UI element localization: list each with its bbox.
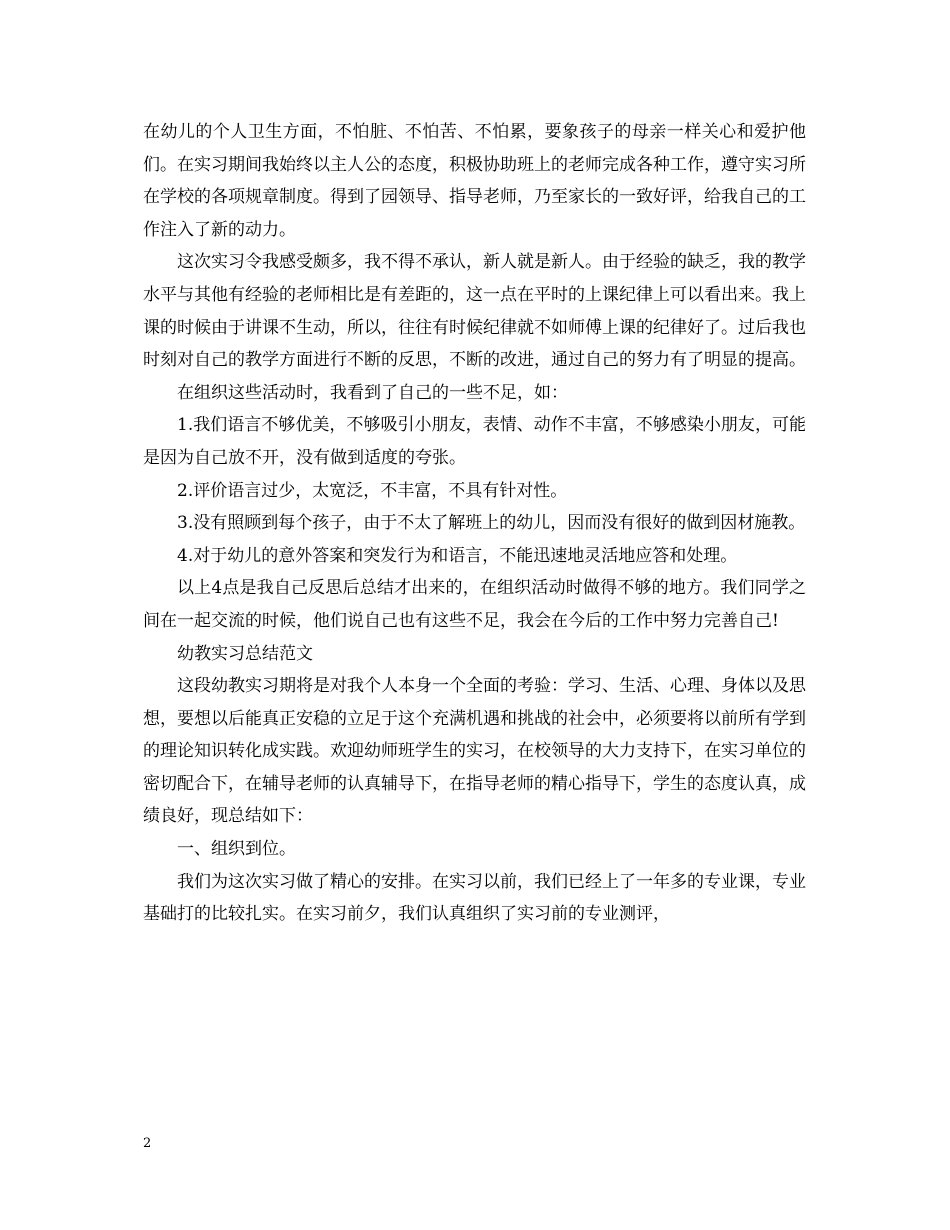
document-body xyxy=(143,116,806,931)
list-item-1: 1.我们语言不够优美，不够吸引小朋友，表情、动作不丰富，不够感染小朋友，可能是因为自己放不开，没有做到适度的夸张。 xyxy=(143,415,806,468)
paragraph-arrangement: 我们为这次实习做了精心的安排。在实习以前，我们已经上了一年多的专业课，专业基础打的比较扎实。在实习前夕，我们认真组织了实习前的专业测评， xyxy=(143,871,806,925)
paragraph-hygiene-care: 在幼儿的个人卫生方面，不怕脏、不怕苦、不怕累，要象孩子的母亲一样关心和爱护他们。在实习期间我始终以主人公的态度，积极协助班上的老师完成各种工作，遵守实习所在学校的各项规章制度。得到了园领导、指导老师，乃至家长的一致好评，给我自己的工作注入了新的动力。 xyxy=(143,122,806,240)
page-number: 2 xyxy=(143,1136,152,1151)
paragraph-internship-overview: 这段幼教实习期将是对我个人本身一个全面的考验：学习、生活、心理、身体以及思想，要想以后能真正安稳的立足于这个充满机遇和挑战的社会中，必须要将以前所有学到的理论知识转化成实践。欢迎幼师班学生的实习，在校领导的大力支持下，在实习单位的密切配合下，在辅导老师的认真辅导下，在指导老师的精心指导下，学生的态度认真，成绩良好，现总结如下： xyxy=(143,676,806,827)
paragraph-internship-reflection: 这次实习令我感受颇多，我不得不承认，新人就是新人。由于经验的缺乏，我的教学水平与其他有经验的老师相比是有差距的，这一点在平时的上课纪律上可以看出来。我上课的时候由于讲课不生动，所以，往往有时候纪律就不如师傅上课的纪律好了。过后我也时刻对自己的教学方面进行不断的反思，不断的改进，通过自己的努力有了明显的提高。 xyxy=(143,252,806,371)
paragraph-summary-points: 以上4点是我自己反思后总结才出来的，在组织活动时做得不够的地方。我们同学之间在一起交流的时候，他们说自己也有这些不足，我会在今后的工作中努力完善自己! xyxy=(143,578,806,631)
subsection-heading: 一、组织到位。 xyxy=(177,839,296,860)
paragraph-shortcomings-intro: 在组织这些活动时，我看到了自己的一些不足，如： xyxy=(177,382,568,403)
list-item-2: 2.评价语言过少，太宽泛，不丰富，不具有针对性。 xyxy=(177,480,568,501)
section-heading: 幼教实习总结范文 xyxy=(177,643,313,664)
list-item-3: 3.没有照顾到每个孩子，由于不太了解班上的幼儿，因而没有很好的做到因材施教。 xyxy=(177,513,806,534)
list-item-4: 4.对于幼儿的意外答案和突发行为和语言，不能迅速地灵活地应答和处理。 xyxy=(177,545,738,566)
